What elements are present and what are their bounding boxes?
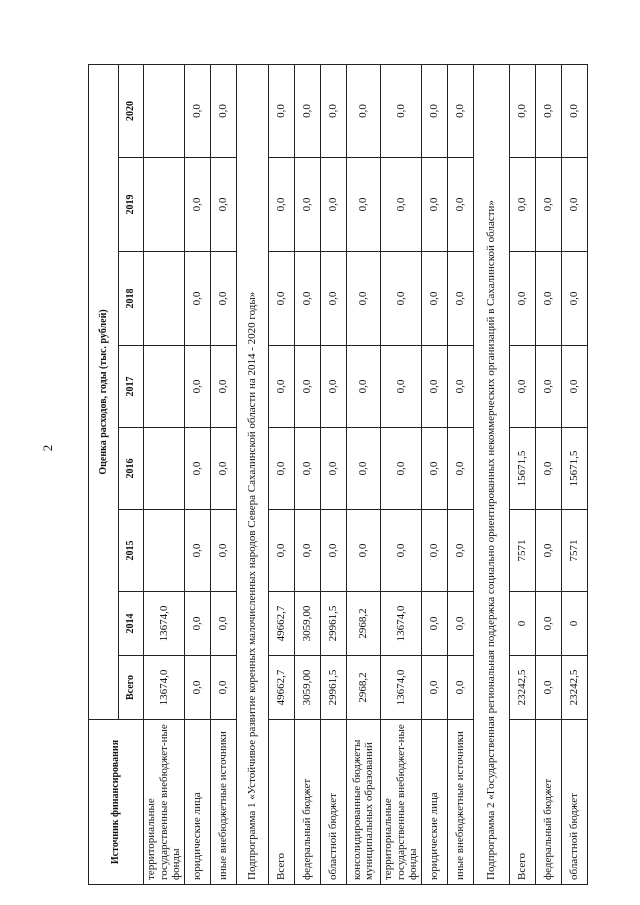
page-number: 2: [40, 444, 55, 452]
value-cell: 0,0: [535, 252, 561, 346]
value-cell: [144, 428, 185, 510]
value-cell: 13674,0: [380, 656, 421, 720]
table-row: [210, 64, 236, 884]
value-cell: [144, 346, 185, 428]
value-cell: 2968,2: [346, 592, 380, 656]
source-label: юридические лица: [184, 720, 210, 885]
value-cell: 0,0: [447, 656, 473, 720]
source-label: федеральный бюджет: [294, 720, 320, 885]
table-row: [447, 64, 473, 884]
source-label: областной бюджет: [561, 720, 587, 885]
value-cell: 0,0: [268, 346, 294, 428]
subprogram-title: Подпрограмма 1 «Устойчивое развитие коренных малочисленных народов Севера Сахалинской области на 2014 - 2020 годы»: [236, 64, 268, 884]
header-year: Всего: [119, 656, 144, 720]
table-row: [380, 64, 421, 884]
value-cell: 29961,5: [320, 592, 346, 656]
subprogram-row: [473, 64, 509, 884]
source-label: юридические лица: [421, 720, 447, 885]
value-cell: 0,0: [421, 510, 447, 592]
source-label: федеральный бюджет: [535, 720, 561, 885]
header-year: 2018: [119, 252, 144, 346]
source-label: территориальные государственные внебюджет-ные фонды: [144, 720, 185, 885]
funding-table: [88, 64, 588, 885]
value-cell: 0,0: [421, 656, 447, 720]
value-cell: 0,0: [380, 158, 421, 252]
header-source: Источник финансирования: [89, 720, 144, 885]
value-cell: 0,0: [346, 64, 380, 157]
table-row: [421, 64, 447, 884]
header-year: 2014: [119, 592, 144, 656]
value-cell: 0,0: [421, 252, 447, 346]
source-label: консолидированные бюджеты муниципальных образований: [346, 720, 380, 885]
funding-table-wrapper: [88, 65, 581, 885]
value-cell: 0,0: [210, 346, 236, 428]
value-cell: 0,0: [380, 64, 421, 157]
value-cell: 0,0: [346, 346, 380, 428]
value-cell: 0,0: [184, 252, 210, 346]
header-year: 2020: [119, 64, 144, 157]
table-row: [294, 64, 320, 884]
value-cell: 0,0: [210, 592, 236, 656]
value-cell: 0,0: [184, 346, 210, 428]
value-cell: 0,0: [380, 252, 421, 346]
value-cell: 29961,5: [320, 656, 346, 720]
value-cell: 0,0: [294, 64, 320, 157]
source-label: территориальные государственные внебюджет-ные фонды: [380, 720, 421, 885]
value-cell: [144, 510, 185, 592]
subprogram-row: [236, 64, 268, 884]
table-row: [509, 64, 535, 884]
value-cell: 0,0: [447, 510, 473, 592]
value-cell: 0,0: [320, 510, 346, 592]
value-cell: 0,0: [535, 510, 561, 592]
value-cell: 3059,00: [294, 592, 320, 656]
value-cell: 7571: [561, 510, 587, 592]
value-cell: 0,0: [535, 592, 561, 656]
value-cell: 49662,7: [268, 656, 294, 720]
table-row: [268, 64, 294, 884]
value-cell: 0,0: [268, 428, 294, 510]
value-cell: 0,0: [268, 252, 294, 346]
value-cell: 0,0: [535, 64, 561, 157]
value-cell: 0,0: [535, 656, 561, 720]
value-cell: 0,0: [184, 656, 210, 720]
value-cell: 0,0: [509, 252, 535, 346]
value-cell: 0,0: [268, 64, 294, 157]
header-year: 2015: [119, 510, 144, 592]
source-label: областной бюджет: [320, 720, 346, 885]
value-cell: 0,0: [535, 158, 561, 252]
value-cell: 0,0: [346, 510, 380, 592]
value-cell: 0,0: [294, 510, 320, 592]
value-cell: [144, 64, 185, 157]
value-cell: 0,0: [447, 428, 473, 510]
header-estimate: Оценка расходов, годы (тыс. рублей): [89, 64, 119, 719]
value-cell: [144, 252, 185, 346]
value-cell: 49662,7: [268, 592, 294, 656]
value-cell: 13674,0: [144, 592, 185, 656]
source-label: иные внебюджетные источники: [447, 720, 473, 885]
value-cell: 0,0: [184, 64, 210, 157]
value-cell: 0,0: [320, 428, 346, 510]
value-cell: 0,0: [210, 158, 236, 252]
value-cell: 0,0: [561, 346, 587, 428]
value-cell: [144, 158, 185, 252]
value-cell: 0,0: [421, 346, 447, 428]
value-cell: 0,0: [184, 510, 210, 592]
value-cell: 0,0: [561, 64, 587, 157]
value-cell: 0,0: [294, 158, 320, 252]
table-row: [535, 64, 561, 884]
source-label: Всего: [509, 720, 535, 885]
value-cell: 23242,5: [561, 656, 587, 720]
value-cell: 0,0: [294, 252, 320, 346]
value-cell: 0,0: [346, 252, 380, 346]
value-cell: 0,0: [380, 510, 421, 592]
table-row: [144, 64, 185, 884]
value-cell: 2968,2: [346, 656, 380, 720]
source-label: Всего: [268, 720, 294, 885]
value-cell: 0,0: [210, 252, 236, 346]
value-cell: 15671,5: [561, 428, 587, 510]
value-cell: 0,0: [380, 428, 421, 510]
value-cell: 13674,0: [380, 592, 421, 656]
header-year: 2016: [119, 428, 144, 510]
value-cell: 0,0: [294, 428, 320, 510]
table-row: [346, 64, 380, 884]
value-cell: 0,0: [535, 428, 561, 510]
value-cell: 0,0: [184, 428, 210, 510]
value-cell: 0,0: [509, 64, 535, 157]
value-cell: 0,0: [268, 510, 294, 592]
value-cell: 0,0: [447, 252, 473, 346]
value-cell: 0,0: [268, 158, 294, 252]
value-cell: 0,0: [320, 64, 346, 157]
value-cell: 0,0: [210, 510, 236, 592]
value-cell: 0,0: [509, 158, 535, 252]
value-cell: 0,0: [346, 428, 380, 510]
value-cell: 0,0: [561, 158, 587, 252]
value-cell: 0,0: [447, 64, 473, 157]
value-cell: 0: [561, 592, 587, 656]
header-year: 2017: [119, 346, 144, 428]
value-cell: 0,0: [320, 252, 346, 346]
value-cell: 0,0: [561, 252, 587, 346]
value-cell: 0,0: [535, 346, 561, 428]
value-cell: 13674,0: [144, 656, 185, 720]
value-cell: 0,0: [421, 428, 447, 510]
value-cell: 0,0: [421, 158, 447, 252]
source-label: иные внебюджетные источники: [210, 720, 236, 885]
value-cell: 0,0: [210, 656, 236, 720]
value-cell: 0,0: [320, 346, 346, 428]
funding-table-body: [144, 64, 588, 884]
value-cell: 0,0: [320, 158, 346, 252]
value-cell: 0,0: [346, 158, 380, 252]
subprogram-title: Подпрограмма 2 «Государственная региональная поддержка социально ориентированных некоммерческих организаций в Сахалинской области»: [473, 64, 509, 884]
table-row: [320, 64, 346, 884]
value-cell: 0,0: [294, 346, 320, 428]
value-cell: 0,0: [184, 592, 210, 656]
table-row: [561, 64, 587, 884]
table-row: [184, 64, 210, 884]
value-cell: 0,0: [210, 64, 236, 157]
header-year: 2019: [119, 158, 144, 252]
value-cell: 0,0: [184, 158, 210, 252]
value-cell: 0,0: [210, 428, 236, 510]
value-cell: 0: [509, 592, 535, 656]
value-cell: 0,0: [380, 346, 421, 428]
value-cell: 0,0: [447, 158, 473, 252]
value-cell: 0,0: [421, 64, 447, 157]
value-cell: 7571: [509, 510, 535, 592]
value-cell: 3059,00: [294, 656, 320, 720]
value-cell: 0,0: [447, 592, 473, 656]
value-cell: 0,0: [421, 592, 447, 656]
value-cell: 23242,5: [509, 656, 535, 720]
value-cell: 0,0: [447, 346, 473, 428]
value-cell: 0,0: [509, 346, 535, 428]
value-cell: 15671,5: [509, 428, 535, 510]
